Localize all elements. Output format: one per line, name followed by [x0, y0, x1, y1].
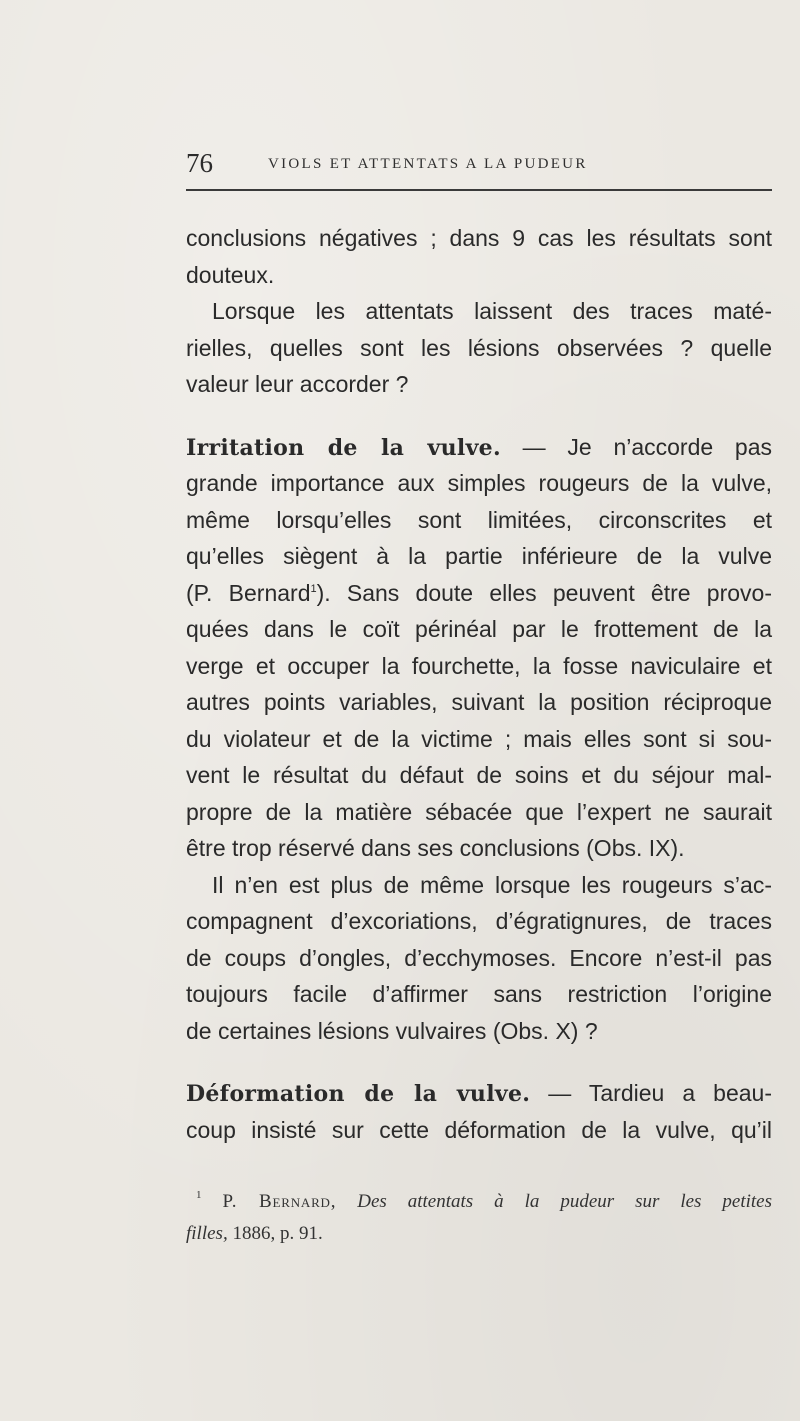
section-heading: Irritation de la vulve.: [186, 434, 501, 461]
footnote-author: P. Bernard,: [222, 1191, 337, 1212]
body-line: vent le résultat du défaut de soins et du séjour mal-: [186, 762, 772, 788]
paragraph-gap: [186, 403, 772, 429]
body-line-part: (P. Bernard: [186, 579, 311, 606]
body-line: verge et occuper la fourchette, la fosse naviculaire et: [186, 652, 772, 679]
body-line: douteux.: [186, 261, 275, 288]
body-line: même lorsqu’elles sont limitées, circonscrites et: [186, 506, 772, 533]
body-line-part: ). Sans doute elles peuvent être provo-: [316, 579, 772, 606]
body-text: [186, 220, 772, 1148]
section-heading-rest: — Je n’accorde pas: [500, 433, 772, 460]
body-line: compagnent d’excoriations, d’égratignures, de traces: [186, 908, 772, 934]
header-rule: [186, 189, 772, 191]
body-line: Il n’en est plus de même lorsque les rougeurs s’ac-: [212, 871, 772, 898]
section-heading-line: [186, 429, 772, 466]
footnote-line: [186, 1218, 772, 1250]
body-line: grande importance aux simples rougeurs de la vulve,: [186, 470, 772, 496]
body-line: [186, 575, 772, 612]
section-heading-rest: — Tardieu a beau-: [530, 1080, 772, 1106]
body-line: coup insisté sur cette déformation de la vulve, qu’il: [186, 1116, 772, 1143]
body-line: quées dans le coït périnéal par le frottement de la: [186, 616, 772, 642]
section-heading: Déformation de la vulve.: [186, 1081, 531, 1107]
body-line: rielles, quelles sont les lésions observées ? quelle: [186, 334, 772, 361]
body-line: de coups d’ongles, d’ecchymoses. Encore n’est-il pas: [186, 944, 772, 971]
body-line: de certaines lésions vulvaires (Obs. X) ?: [186, 1017, 598, 1044]
running-head: VIOLS ET ATTENTATS A LA PUDEUR: [268, 156, 588, 172]
footnote-citation: 1886, p. 91.: [227, 1223, 323, 1244]
body-line: autres points variables, suivant la position réciproque: [186, 689, 772, 715]
section-heading-line: [186, 1075, 772, 1112]
page-header: [186, 148, 772, 188]
footnotes: [186, 1186, 772, 1250]
body-line: du violateur et de la victime ; mais elles sont si sou-: [186, 725, 772, 752]
footnote-title: Des attentats à la pudeur sur les petites: [357, 1191, 772, 1212]
body-line: valeur leur accorder ?: [186, 371, 409, 397]
body-line: Lorsque les attentats laissent des traces maté-: [212, 298, 772, 324]
footnote-marker: 1: [196, 1189, 202, 1201]
body-line: qu’elles siègent à la partie inférieure de la vulve: [186, 543, 772, 569]
body-line: toujours facile d’affirmer sans restriction l’origine: [186, 981, 772, 1007]
page-number: 76: [186, 148, 213, 178]
body-line: être trop réservé dans ses conclusions (Obs. IX).: [186, 835, 685, 861]
footnote-ref[interactable]: 1: [310, 582, 317, 595]
body-line: conclusions négatives ; dans 9 cas les résultats sont: [186, 225, 772, 251]
footnote-title: filles,: [186, 1223, 228, 1244]
body-line: propre de la matière sébacée que l’expert ne saurait: [186, 798, 772, 825]
paragraph-gap: [186, 1049, 772, 1075]
footnote-line: [186, 1186, 772, 1218]
